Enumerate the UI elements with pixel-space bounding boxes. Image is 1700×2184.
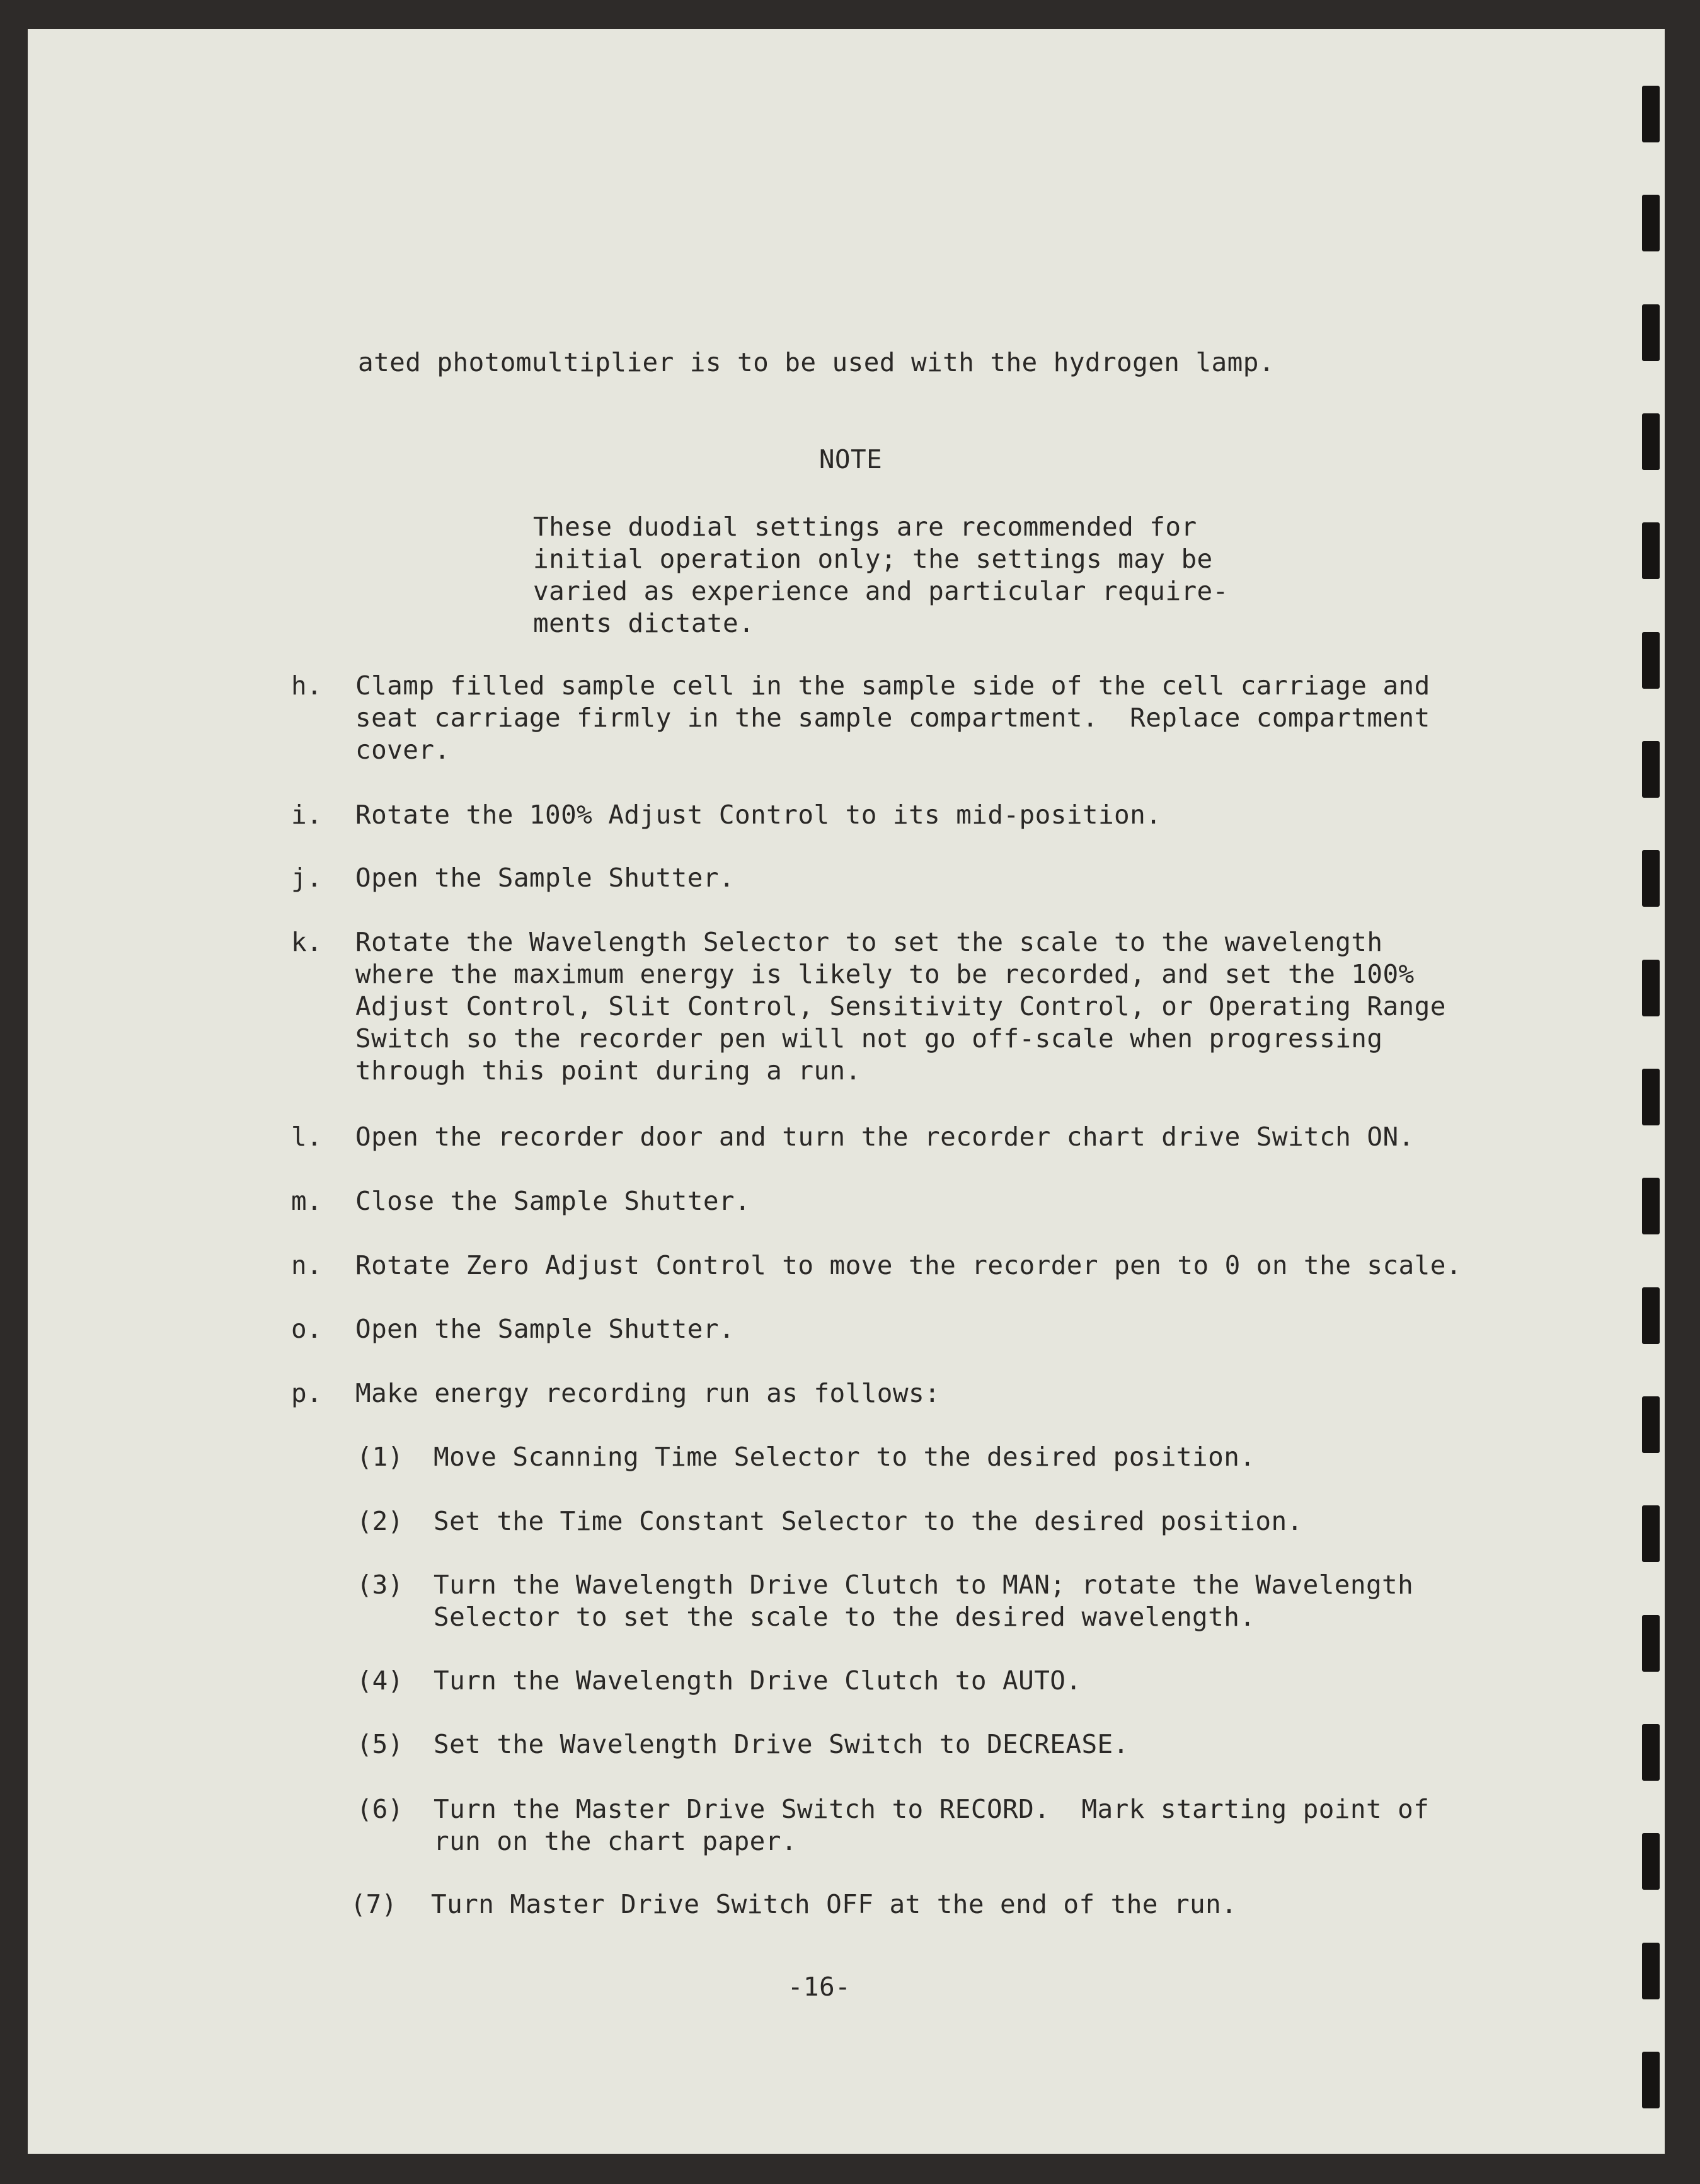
substep-label: (2) bbox=[357, 1506, 404, 1536]
note-line: varied as experience and particular require- bbox=[533, 576, 1229, 606]
binding-hole bbox=[1642, 1505, 1660, 1562]
step-line: Close the Sample Shutter. bbox=[355, 1186, 751, 1216]
substep-line: Selector to set the scale to the desired wavelength. bbox=[434, 1602, 1256, 1632]
document-page bbox=[28, 29, 1665, 2154]
step-line: Rotate Zero Adjust Control to move the recorder pen to 0 on the scale. bbox=[355, 1250, 1462, 1280]
binding-hole bbox=[1642, 632, 1660, 689]
binding-hole bbox=[1642, 1069, 1660, 1125]
note-line: These duodial settings are recommended for bbox=[533, 512, 1197, 542]
substep-line: Set the Wavelength Drive Switch to DECREASE. bbox=[434, 1729, 1129, 1759]
substep-label: (7) bbox=[350, 1889, 398, 1919]
binding-hole bbox=[1642, 522, 1660, 579]
binding-hole bbox=[1642, 741, 1660, 798]
step-label: n. bbox=[291, 1250, 323, 1280]
page-number: -16- bbox=[787, 1972, 851, 2002]
step-label: j. bbox=[291, 863, 323, 893]
binding-hole bbox=[1642, 1615, 1660, 1672]
note-line: ments dictate. bbox=[533, 608, 755, 638]
binding-hole bbox=[1642, 850, 1660, 907]
substep-line: run on the chart paper. bbox=[434, 1826, 797, 1856]
binding-hole bbox=[1642, 1396, 1660, 1453]
substep-line: Turn Master Drive Switch OFF at the end of the run. bbox=[431, 1889, 1238, 1919]
step-label: p. bbox=[291, 1378, 323, 1408]
substep-line: Turn the Wavelength Drive Clutch to MAN; rotate the Wavelength bbox=[434, 1570, 1414, 1600]
binding-hole bbox=[1642, 304, 1660, 361]
step-line: Switch so the recorder pen will not go off-scale when progressing bbox=[355, 1023, 1383, 1054]
step-line: Adjust Control, Slit Control, Sensitivity Control, or Operating Range bbox=[355, 991, 1446, 1021]
binding-hole bbox=[1642, 960, 1660, 1016]
step-line: Make energy recording run as follows: bbox=[355, 1378, 941, 1408]
step-line: Clamp filled sample cell in the sample side of the cell carriage and bbox=[355, 670, 1430, 701]
binding-hole bbox=[1642, 1287, 1660, 1344]
substep-line: Move Scanning Time Selector to the desired position. bbox=[434, 1442, 1256, 1472]
note-line: initial operation only; the settings may be bbox=[533, 544, 1213, 574]
step-line: through this point during a run. bbox=[355, 1055, 861, 1086]
binding-hole bbox=[1642, 1833, 1660, 1890]
substep-line: Turn the Wavelength Drive Clutch to AUTO. bbox=[434, 1665, 1082, 1696]
step-line: Open the recorder door and turn the recorder chart drive Switch ON. bbox=[355, 1122, 1415, 1152]
step-line: Rotate the 100% Adjust Control to its mid-position. bbox=[355, 800, 1162, 830]
step-line: seat carriage firmly in the sample compartment. Replace compartment bbox=[355, 703, 1430, 733]
note-heading: NOTE bbox=[818, 444, 883, 474]
substep-label: (5) bbox=[357, 1729, 404, 1759]
substep-label: (1) bbox=[357, 1442, 404, 1472]
step-line: cover. bbox=[355, 735, 451, 765]
step-label: i. bbox=[291, 800, 323, 830]
step-label: k. bbox=[291, 927, 323, 957]
substep-label: (6) bbox=[357, 1794, 404, 1824]
step-line: Rotate the Wavelength Selector to set the scale to the wavelength bbox=[355, 927, 1383, 957]
binding-hole bbox=[1642, 2052, 1660, 2108]
binding-hole bbox=[1642, 195, 1660, 251]
substep-label: (3) bbox=[357, 1570, 404, 1600]
binding-hole bbox=[1642, 86, 1660, 142]
substep-line: Set the Time Constant Selector to the desired position. bbox=[434, 1506, 1303, 1536]
step-label: m. bbox=[291, 1186, 323, 1216]
step-line: Open the Sample Shutter. bbox=[355, 1314, 735, 1344]
step-line: Open the Sample Shutter. bbox=[355, 863, 735, 893]
substep-label: (4) bbox=[357, 1665, 404, 1696]
step-line: where the maximum energy is likely to be recorded, and set the 100% bbox=[355, 959, 1415, 989]
binding-hole bbox=[1642, 1178, 1660, 1234]
step-label: h. bbox=[291, 670, 323, 701]
step-label: l. bbox=[291, 1122, 323, 1152]
binding-holes bbox=[1638, 29, 1665, 2154]
intro-line: ated photomultiplier is to be used with the hydrogen lamp. bbox=[358, 347, 1275, 377]
binding-hole bbox=[1642, 413, 1660, 470]
binding-hole bbox=[1642, 1943, 1660, 1999]
substep-line: Turn the Master Drive Switch to RECORD. Mark starting point of bbox=[434, 1794, 1430, 1824]
step-label: o. bbox=[291, 1314, 323, 1344]
binding-hole bbox=[1642, 1724, 1660, 1781]
